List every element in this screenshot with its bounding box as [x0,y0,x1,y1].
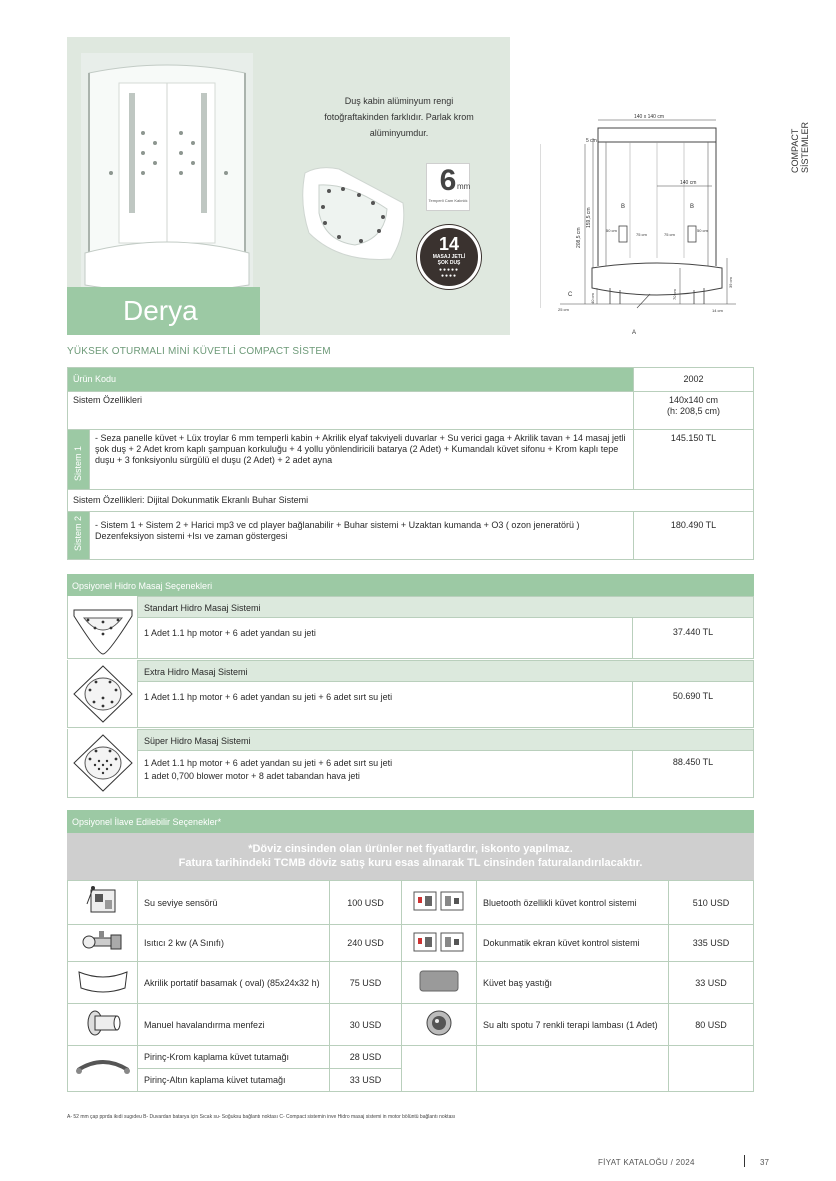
hero-note: Duş kabin alüminyum rengi fotoğraftakinden farklıdır. Parlak krom alüminyumdur. [324,96,474,138]
product-name: Derya [123,295,198,326]
product-title-band [67,287,260,335]
hydro-option-desc: 1 Adet 1.1 hp motor + 6 adet yandan su jeti [137,618,633,659]
extra-item-price: 33 USD [669,962,754,1004]
glass-thickness-badge: 6 mm Temperli Cam Kalınlık [426,163,470,211]
extra-item-name: Pirinç-Krom kaplama küvet tutamağı [138,1046,330,1069]
footer-catalog-label: FİYAT KATALOĞU / 2024 [598,1158,695,1167]
water-sensor-icon [68,881,138,925]
extra-item-name: Isıtıcı 2 kw (A Sınıfı) [138,925,330,962]
dim-75-left: 75 cm [636,232,647,237]
extra-item-name: Su seviye sensörü [138,881,330,925]
empty-cell [477,1046,669,1092]
currency-notice: *Döviz cinsinden olan ürünler net fiyatlardır, iskonto yapılmaz. Fatura tarihindeki TCMB döviz satış kuru esas alınarak TL cinsinden faturalandırılacaktır. [67,833,754,880]
label-b-left: B [621,204,626,210]
hydro-section-header: Opsiyonel Hidro Masaj Seçenekleri [67,574,754,596]
extra-item-price: 240 USD [330,925,402,962]
dim-75-right: 75 cm [664,232,675,237]
extra-item-name: Manuel havalandırma menfezi [138,1004,330,1046]
bathtub-photo [299,163,411,265]
dim-70: 70 cm [672,289,677,300]
dim-40: 40 cm [590,293,595,304]
dim-height-159: 159,5 cm [586,207,592,228]
hydro-option-standard [67,596,754,659]
system2-description: - Sistem 1 + Sistem 2 + Harici mp3 ve cd player bağlanabilir + Buhar sistemi + Uzaktan kumanda + O3 ( ozon jeneratörü ) Dezenfeksiyon sistemi +Isı ve zaman göstergesi [90,512,634,560]
extra-item-price: 30 USD [330,1004,402,1046]
extra-tub-icon [67,660,137,728]
side-section-label: COMPACT SİSTEMLER [790,122,810,174]
extra-item-name: Dokunmatik ekran küvet kontrol sistemi [477,925,669,962]
hydro-option-price: 50.690 TL [633,682,754,728]
underwater-light-icon [402,1004,477,1046]
super-tub-icon [67,729,137,798]
hydro-option-name: Extra Hidro Masaj Sistemi [137,660,754,682]
hydro-option-desc: 1 Adet 1.1 hp motor + 6 adet yandan su jeti + 6 adet sırt su jeti 1 adet 0,700 blower motor + 8 adet tabandan hava jeti [137,751,633,798]
dim-top-width: 140 x 140 cm [634,114,665,120]
shower-cabin-illustration [81,53,253,301]
extra-item-name: Pirinç-Altın kaplama küvet tutamağı [138,1069,330,1092]
hydro-option-desc: 1 Adet 1.1 hp motor + 6 adet yandan su jeti + 6 adet sırt su jeti [137,682,633,728]
extra-item-price: 28 USD [330,1046,402,1069]
extra-item-price: 75 USD [330,962,402,1004]
extra-item-name: Akrilik portatif basamak ( oval) (85x24x32 h) [138,962,330,1004]
dim-14: 14 cm [712,308,723,313]
label-a: A [632,330,637,336]
page-number: 37 [760,1158,769,1167]
system1-description: - Seza panelle küvet + Lüx troylar 6 mm temperli kabin + Akrilik elyaf takviyeli duvarlar + Su verici gaga + Akrilik tavan + 14 masaj jetli şok duş + 2 Adet krom kaplı şampuan korkuluğu + 4 yollu yönlendiricili batarya (2 Adet) + Kumandalı küvet sifonu + Krom kaplı tepe duşu + 3 fonksiyonlu sürgülü el duşu (2 Adet) + 2 adet ayna [90,430,634,490]
system1-tab: Sistem 1 [68,430,90,490]
headrest-icon [402,962,477,1004]
hydro-option-name: Standart Hidro Masaj Sistemi [137,596,754,618]
label-c: C [568,292,573,298]
hero-panel [67,37,510,335]
handle-icon [68,1046,138,1092]
extras-table [67,880,754,1092]
system2-price: 180.490 TL [634,512,754,560]
size-cell: 140x140 cm (h: 208,5 cm) [634,392,754,430]
hydro-option-extra [67,660,754,728]
dim-height-208: 208,5 cm [576,227,582,248]
system2-tab: Sistem 2 [68,512,90,560]
footer-divider [744,1155,745,1167]
extra-item-name: Bluetooth özellikli küvet kontrol sistemi [477,881,669,925]
hydro-option-price: 88.450 TL [633,751,754,798]
product-code-value: 2002 [634,368,754,392]
hydro-option-name: Süper Hidro Masaj Sistemi [137,729,754,751]
dim-25: 25 cm [558,307,569,312]
features2-label: Sistem Özellikleri: Dijital Dokunmatik Ekranlı Buhar Sistemi [68,490,754,512]
extra-item-name: Küvet baş yastığı [477,962,669,1004]
extra-item-price: 510 USD [669,881,754,925]
standard-tub-icon [67,596,137,659]
extras-section-header: Opsiyonel İlave Edilebilir Seçenekler* [67,810,754,833]
technical-drawing [540,108,740,338]
dim-50-left: 50 cm [606,228,617,233]
extra-item-price: 80 USD [669,1004,754,1046]
product-code-label: Ürün Kodu [68,368,634,392]
footnote: A- 52 mm çap pprda ikıdi sugıdeu B- Duvardan batarya için Sıcak su- Soğuksu bağlantı noktası C- Compact sistemin inve Hidro masaj sistemi in motor bölüntü bağlantı noktası [67,1114,456,1120]
step-icon [68,962,138,1004]
hydro-option-price: 37.440 TL [633,618,754,659]
dim-39: 39 cm [728,277,733,288]
features-label: Sistem Özellikleri [68,392,634,430]
bluetooth-control-icon [402,881,477,925]
extra-item-price: 335 USD [669,925,754,962]
dim-inner-140: 140 cm [680,180,697,186]
hydro-option-super [67,729,754,798]
massage-jets-badge: 14 MASAJ JETLİ ŞOK DUŞ ●●●●● ●●●● [417,225,481,289]
extra-item-price: 100 USD [330,881,402,925]
page-subtitle: YÜKSEK OTURMALI MİNİ KÜVETLİ COMPACT SİSTEM [67,346,331,357]
extra-item-name: Su altı spotu 7 renkli terapi lambası (1 Adet) [477,1004,669,1046]
touch-control-icon [402,925,477,962]
heater-icon [68,925,138,962]
extra-item-price: 33 USD [330,1069,402,1092]
system1-price: 145.150 TL [634,430,754,490]
vent-icon [68,1004,138,1046]
product-table [67,367,754,560]
empty-cell [402,1046,477,1092]
dim-50-right: 50 cm [697,228,708,233]
dim-5cm: 5 cm [586,138,597,144]
label-b-right: B [690,204,695,210]
empty-cell [669,1046,754,1092]
